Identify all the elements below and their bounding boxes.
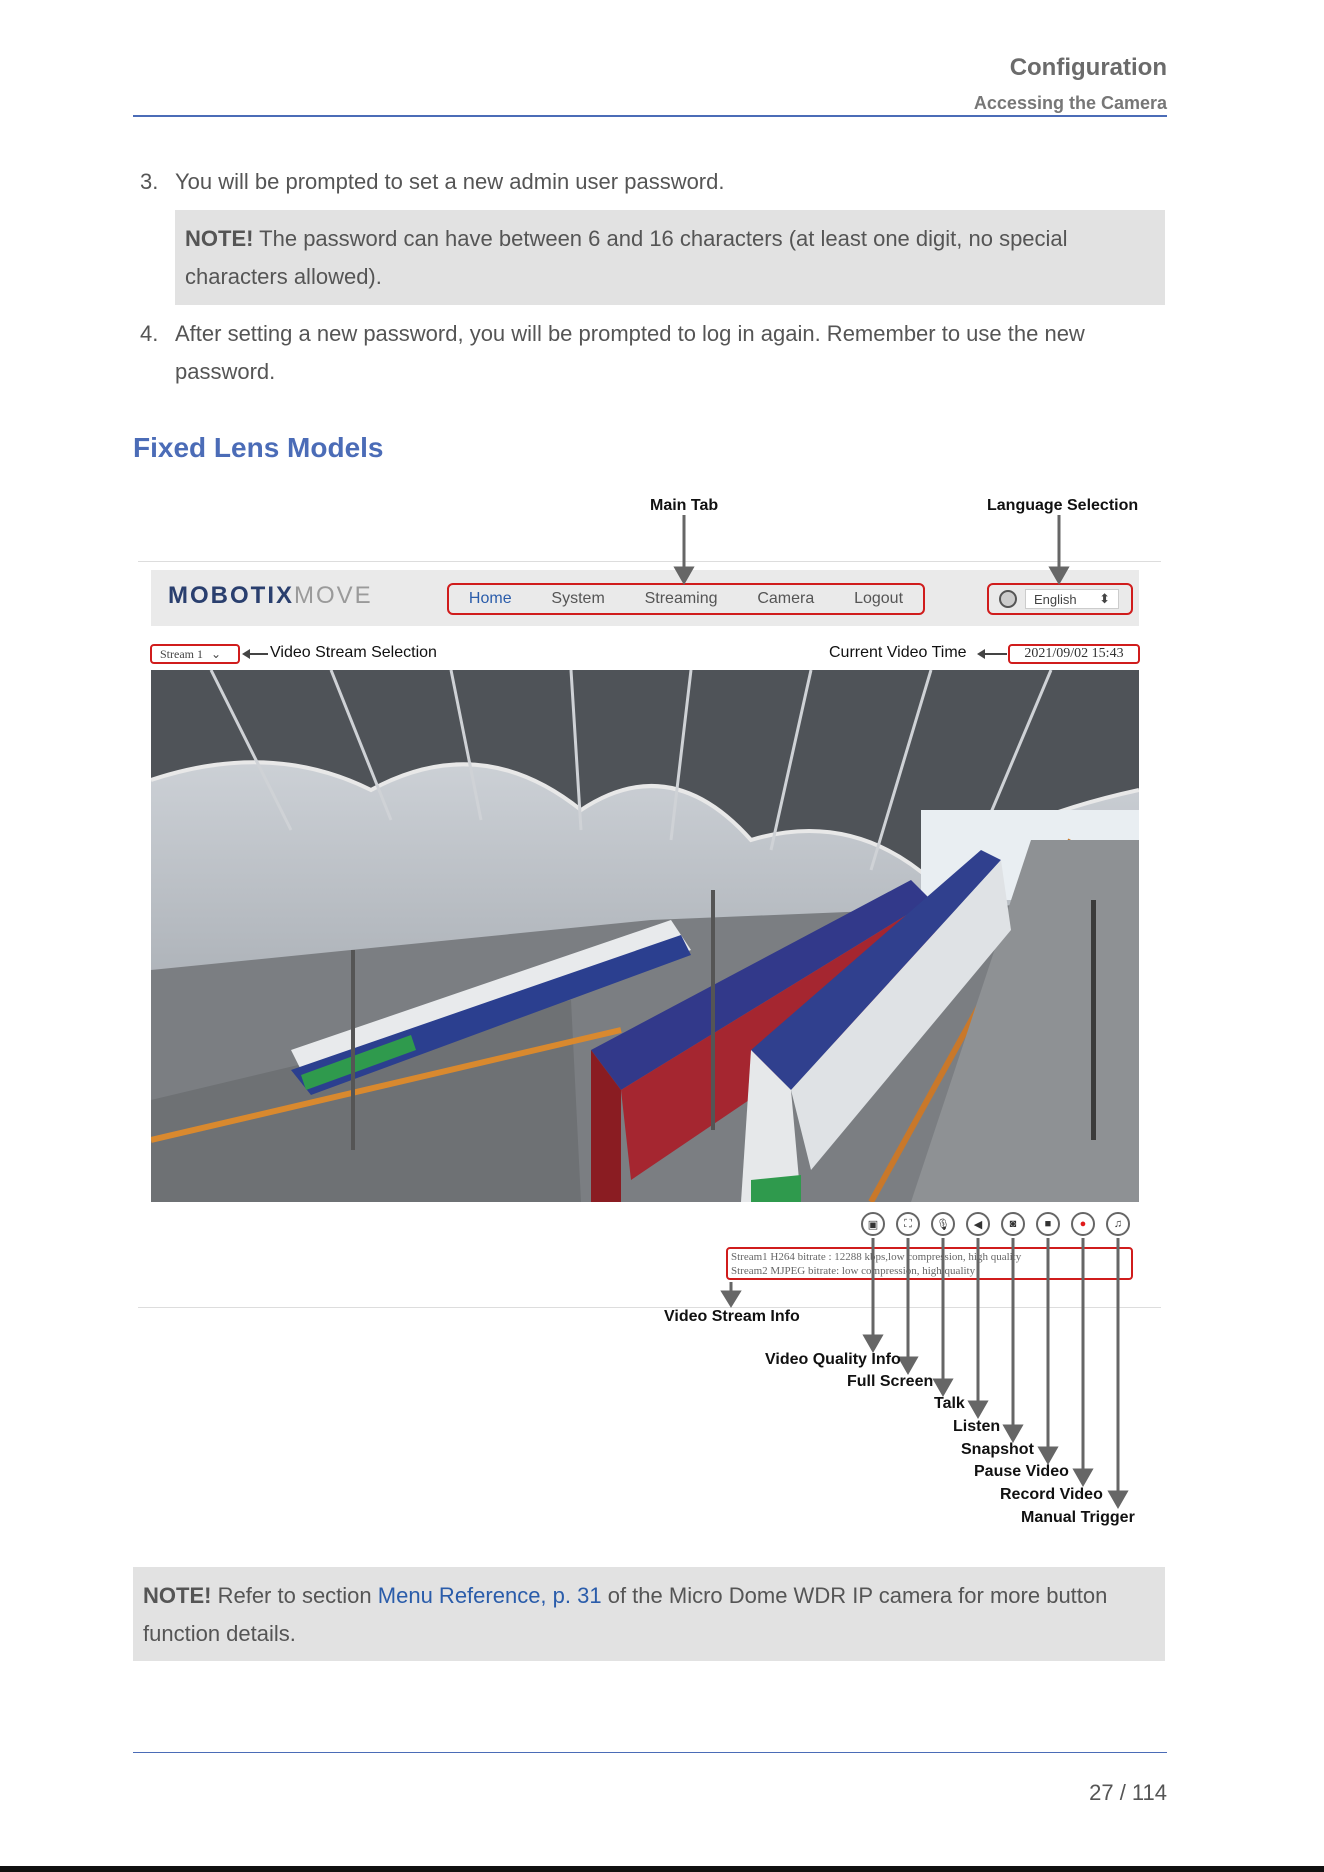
- note-menu-reference: [133, 1567, 1165, 1661]
- step-4-number: 4.: [140, 321, 159, 346]
- label-pause-video: Pause Video: [974, 1463, 1069, 1480]
- label-talk: Talk: [934, 1395, 965, 1412]
- chevron-down-icon: ⌄: [211, 646, 222, 661]
- tab-system[interactable]: System: [551, 590, 605, 607]
- bell-icon[interactable]: ♫: [1106, 1212, 1130, 1236]
- tab-home[interactable]: Home: [468, 590, 512, 607]
- note2-line2: function details.: [143, 1621, 296, 1646]
- stream-info-line1: Stream1 H264 bitrate : 12288 kbps,low compression, high quality: [731, 1251, 1022, 1263]
- note2-pre: Refer to section: [217, 1583, 372, 1608]
- note-label: NOTE!: [185, 226, 254, 251]
- label-full-screen: Full Screen: [847, 1373, 934, 1390]
- updown-icon: ⬍: [1099, 591, 1110, 606]
- video-quality-icon[interactable]: ▣: [861, 1212, 885, 1236]
- section-title: Fixed Lens Models: [133, 432, 384, 463]
- label-record-video: Record Video: [1000, 1486, 1103, 1503]
- stream-info-line2: Stream2 MJPEG bitrate: low compression, high quality: [731, 1265, 976, 1277]
- header-subtitle: Accessing the Camera: [973, 93, 1167, 113]
- tab-streaming[interactable]: Streaming: [644, 590, 718, 607]
- label-video-stream-selection: Video Stream Selection: [270, 644, 437, 661]
- microphone-icon[interactable]: 🎙: [931, 1212, 955, 1236]
- stop-icon[interactable]: ■: [1036, 1212, 1060, 1236]
- menu-reference-link[interactable]: Menu Reference, p. 31: [377, 1583, 602, 1608]
- label-current-video-time: Current Video Time: [829, 644, 967, 661]
- video-time: 2021/09/02 15:43: [1008, 644, 1140, 664]
- page-number: 27 / 114: [1089, 1780, 1167, 1805]
- footer-divider: [133, 1752, 1167, 1753]
- stream-select-value: Stream 1: [160, 646, 203, 661]
- full-screen-icon[interactable]: ⛶: [896, 1212, 920, 1236]
- label-language-selection: Language Selection: [987, 497, 1139, 514]
- header-title: Configuration: [1009, 54, 1167, 81]
- camera-icon[interactable]: ◙: [1001, 1212, 1025, 1236]
- label-listen: Listen: [953, 1418, 1001, 1435]
- mobotix-logo: MOBOTIXMOVE: [168, 582, 373, 609]
- label-manual-trigger: Manual Trigger: [1021, 1509, 1135, 1526]
- speaker-icon[interactable]: ◀: [966, 1212, 990, 1236]
- step-4-line2: password.: [175, 359, 276, 384]
- label-main-tab: Main Tab: [650, 497, 719, 514]
- label-video-stream-info: Video Stream Info: [664, 1308, 800, 1325]
- step-4-line1: After setting a new password, you will be prompted to log in again. Remember to use the new: [175, 321, 1085, 346]
- label-snapshot: Snapshot: [961, 1441, 1034, 1458]
- tab-logout[interactable]: Logout: [854, 590, 904, 607]
- language-value: English: [1034, 591, 1077, 607]
- note2-post: of the Micro Dome WDR IP camera for more button: [607, 1583, 1108, 1608]
- note2-label: NOTE!: [143, 1583, 212, 1608]
- bottom-edge: [0, 1866, 1324, 1872]
- note-text-line2: characters allowed).: [185, 264, 382, 289]
- step-3-text: You will be prompted to set a new admin user password.: [175, 169, 725, 194]
- tab-camera[interactable]: Camera: [757, 590, 815, 607]
- step-3-number: 3.: [140, 169, 159, 194]
- label-video-quality-info: Video Quality Info: [765, 1351, 901, 1368]
- note-text-line1: The password can have between 6 and 16 characters (at least one digit, no special: [259, 226, 1068, 251]
- record-icon[interactable]: ●: [1071, 1212, 1095, 1236]
